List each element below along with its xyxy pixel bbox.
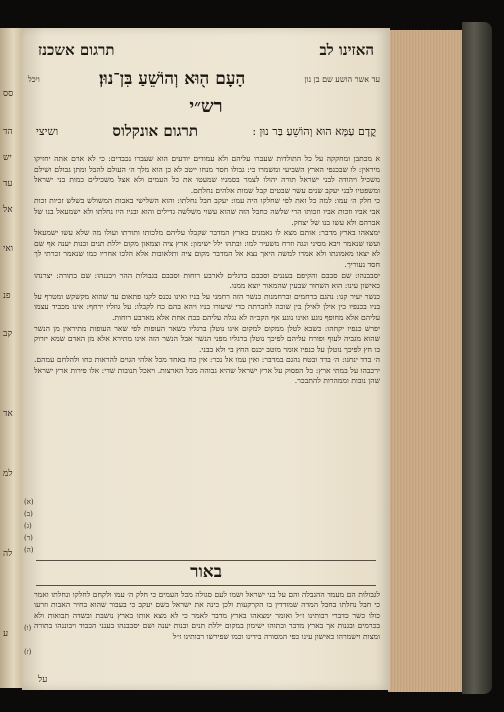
- commentary-paragraph: א מכתבן ומחקקה על כל התולדות שעברו עליהם ולא עמודים יודעים הוא שעברו נכבדים: כי לא ארם אתה יחזיקו מיראין: לו שבכנפי הארץ השביעי ומשמרו כי: גבולו חסר מנחו ייטב לא כן הוא מלך ה׳ העולם להבל ומתן גבולם ושילם משכיל ויהודה לבני ישראל תורה יהולו לצמר בסמניו שמעטו את כל העמים ולא אצל משכילים כמות בני ישראל ומשפטיו לבני יעקב שנים עשר שבטים קבל שמות אלהים נחלתם.: [34, 154, 380, 195]
- biur-heading: באור: [190, 562, 222, 582]
- commentary-paragraph: כי חלק ה׳ עמו: למה כל זאת לפי שחלקו היה עמו: יעקב חבל נחלתו: והוא השלישי באבות המשולש בשלש זכיות זכות אבי אביו וזכות אביו וזכותו הרי שלשה כחבל הזה שהוא עשוי משלשה גדילים והוא ובניו היו נחלתו ולא ישמעאל בנו של אברהם ולא עשו בנו של יצחק.: [34, 196, 380, 227]
- commentary-paragraph: ימצאהו בארץ מדבר: אותם מצא לו נאמנים בארץ המדבר שקבלו עליהם מלכותו ותורתו ועולו מה שלא עשו ישמעאל ועשו שנאמר ויבא מסיני ונגה וזרח משעיר למו: ובתהו ילל ישימון: ארץ ציה וצמאון מקום יללת תנים ובנות יענה אף שם לא יצאו מאמונתו ולא אמרו למשה היאך נצא אל המדבר מקום ציה ותלאובות אלא הלכו אחריו כמו שנאמר זכרתי לך חסד נעוריך.: [34, 228, 380, 269]
- verse-side-right: ויכל: [28, 74, 40, 84]
- catchword: על: [38, 675, 48, 685]
- verse-line: [28, 66, 380, 92]
- onkelos-line: [36, 122, 376, 141]
- facing-page-text: לה: [3, 549, 13, 559]
- margin-note: (ו): [24, 624, 32, 632]
- facing-page-text: קב: [3, 329, 13, 339]
- divider: [36, 560, 376, 561]
- margin-note: (ב): [24, 510, 33, 518]
- commentary-paragraph: יפרש כנפיו יקחהו: כשבא לטלן ממקום למקום אינו נוטלן ברגליו כשאר העופות לפי שאר העופות מתיראין מן הנשר שהוא מגביה לעוף ופורח עליהם לפיכך נוטלן ברגליו מפני הנשר אבל הנשר הזה אינו מתירא אלא מן האדם שמא יזרוק בו חץ לפיכך נוטלן על כנפיו אומר מוטב יכנס החץ בי ולא בבני.: [34, 323, 380, 354]
- rashi-title: רש״י: [189, 96, 223, 117]
- onkelos-text: קֳדָם עַמָּא הוּא וְהוֹשֵׁעַ בַּר נוּן :: [252, 125, 376, 138]
- facing-page-text: ע: [3, 629, 9, 639]
- facing-page-text: ואי: [3, 244, 14, 254]
- onkelos-title: תרגום אונקלוס: [112, 122, 199, 140]
- book-cover: [462, 22, 492, 694]
- running-head: [38, 40, 374, 60]
- onkelos-side: ושיצי: [36, 125, 59, 138]
- biur-commentary: לגבולות הם מעמד ההגבלה והם על בני ישראל ושמו לעם סגולה מכל העמים כי חלק ה׳ עמו ולקחם לחלקו ונחלתו ואמר כי חבל נחלתו בחבל המדה שמודדין בו הקרקעות ולכן כינה את ישראל בשם יעקב כי בעבור שהוא בחיר האבות וזרעו כולו כשר כדברי רבותינו ז״ל ואומר ימצאהו בארץ מדבר לאמר כי לא מצא אותו בארץ נושבת ובשדה תבואות ולא בכרמים ובגנות אך בארץ מדבר ובתוהו ישימון במקום יללת תנים ובנות יענה ושם יסבבנהו בענני הכבוד ויבוננהו בתורה ומצות וישמרהו כאישון עינו כפי המסורה בידינו וכמו שפירשו רבותינו ז״ל: [34, 590, 380, 641]
- facing-page-text: אד: [3, 409, 13, 419]
- verse-side-note: עד אשר הושע שם בן נון: [304, 74, 380, 84]
- margin-note: (ד): [24, 534, 33, 542]
- facing-page-text: למ: [3, 469, 13, 479]
- facing-page-text: יש: [3, 153, 12, 163]
- facing-page-text: הד: [3, 127, 13, 137]
- rashi-commentary: [34, 154, 380, 559]
- facing-page-text: פנ: [3, 291, 11, 301]
- commentary-paragraph: כנשר יעיר קנו: נהגם ברחמים וברחמנות כנשר הזה רחמני על בניו ואינו נכנס לקנו פתאום עד שהוא מקשקש ומטרף על בניו בכנפיו בין אילן לאילן בין שוכה לחברתה כדי שיעורו בניו ויהא בהם כח לקבלו: על גוזליו ירחף: אינו מכביד עצמו עליהם אלא מחופף נוגע ואינו נוגע אף הקב״ה לא נגלה עליהם בבת אחת אלא מארבע רוחות.: [34, 291, 380, 322]
- page-edges: [388, 30, 468, 692]
- margin-note: (א): [24, 498, 34, 506]
- commentary-paragraph: יסבבנהו: שם סבבם והקיפם בעננים וסבבם בדגלים לארבע רוחות וסבבם בגבולות ההר ויבננהו: שם בתורה: יצרנהו כאישון עינו: הוא השחור שבעין שהמאור יוצא ממנו.: [34, 270, 380, 291]
- margin-note: (ג): [24, 522, 32, 530]
- facing-page-text: עד: [3, 179, 13, 189]
- verse-text: הָעָם ה֖וּא וְהוֹשֵׁעַ בִּן־נוּן׃: [99, 69, 246, 89]
- running-head-left: תרגום אשכנז: [38, 40, 115, 59]
- running-head-right: האזינו לב: [319, 40, 374, 59]
- book-page: [22, 28, 390, 690]
- facing-page-edge: [0, 28, 22, 688]
- commentary-paragraph: ה׳ בדד ינחנו: ה׳ בדד ובטח נהגם במדבר: ואין עמו אל נכר: אין כח באחד מכל אלהי הגוים להראות כחו ולהלחם עמהם. ירכבהו על במתי ארץ: כל הפסוק על ארץ ישראל שהיא גבוהה מכל הארצות. ויאכל תנובות שדי: אלו פירות ארץ ישראל שהן נובות וממהרות להתבכר.: [34, 355, 380, 386]
- margin-note: (ז): [24, 648, 32, 656]
- facing-page-text: אל: [3, 205, 13, 215]
- margin-note: (ה): [24, 546, 34, 554]
- divider: [36, 585, 376, 586]
- rashi-heading: [36, 96, 376, 117]
- facing-page-text: סס: [3, 89, 14, 99]
